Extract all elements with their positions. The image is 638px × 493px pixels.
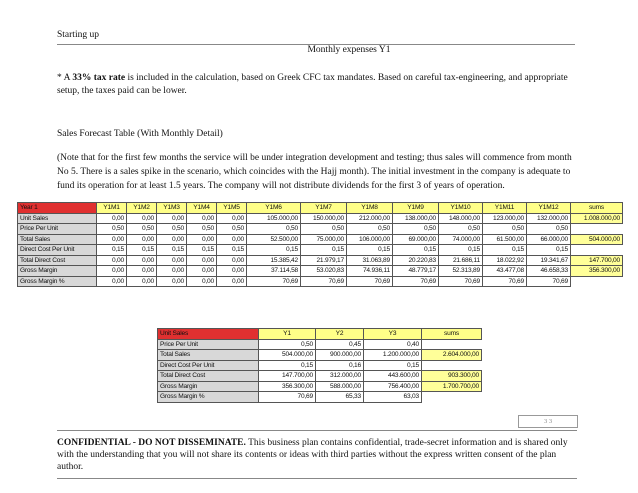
monthly-row [18,266,623,277]
annual-sum-cell [422,339,482,350]
monthly-cell: 0,50 [301,224,347,235]
monthly-header-cell: Y1M5 [217,203,247,214]
annual-row [158,360,482,371]
annual-row-label: Price Per Unit [158,339,259,350]
monthly-header-row [18,203,623,214]
monthly-cell: 0,00 [217,234,247,245]
annual-row-label: Gross Margin % [158,392,259,403]
annual-sum-cell: 1.700.700,00 [422,381,482,392]
monthly-cell: 212.000,00 [347,213,393,224]
monthly-cell: 19.341,67 [527,255,571,266]
monthly-cell: 0,15 [97,245,127,256]
annual-cell: 443.600,00 [364,371,422,382]
tax-note-prefix: * A [57,73,73,83]
section-header: Starting up [57,30,99,40]
annual-row [158,371,482,382]
monthly-header-cell: Y1M12 [527,203,571,214]
annual-cell: 312.000,00 [316,371,364,382]
annual-cell: 0,15 [259,360,316,371]
annual-sum-cell: 2.604.000,00 [422,350,482,361]
monthly-cell: 70,69 [347,276,393,287]
confidential-label: CONFIDENTIAL - DO NOT DISSEMINATE. [57,438,246,448]
monthly-sales-table [17,202,623,287]
monthly-row-label: Gross Margin % [18,276,97,287]
monthly-cell: 74.936,11 [347,266,393,277]
monthly-cell: 70,69 [527,276,571,287]
monthly-cell: 0,50 [439,224,483,235]
page-number: 3 3 [518,415,578,428]
annual-sum-cell: 903.300,00 [422,371,482,382]
monthly-cell: 0,00 [217,266,247,277]
annual-cell: 65,33 [316,392,364,403]
monthly-cell: 15.385,42 [247,255,301,266]
monthly-row-label: Unit Sales [18,213,97,224]
tax-rate-label: tax rate [93,73,126,83]
monthly-header-cell: sums [571,203,623,214]
monthly-cell: 0,00 [157,255,187,266]
annual-row [158,392,482,403]
tax-note-text: is included in the calculation, based on Greek CFC tax mandates. Based on careful tax-engineering, and appropriate setup, the taxes paid can be lower. [57,73,568,96]
monthly-cell: 48.779,17 [393,266,439,277]
monthly-cell: 0,00 [157,276,187,287]
monthly-cell: 0,15 [483,245,527,256]
annual-cell: 0,50 [259,339,316,350]
monthly-row [18,255,623,266]
footer-divider [57,430,577,431]
monthly-row [18,245,623,256]
annual-row-label: Gross Margin [158,381,259,392]
annual-sum-cell [422,360,482,371]
monthly-cell: 0,00 [187,266,217,277]
monthly-cell: 0,15 [527,245,571,256]
monthly-cell: 53.020,83 [301,266,347,277]
monthly-cell: 61.500,00 [483,234,527,245]
monthly-cell: 46.658,33 [527,266,571,277]
monthly-header-cell: Y1M8 [347,203,393,214]
monthly-sum-cell: 504.000,00 [571,234,623,245]
monthly-cell: 0,00 [97,255,127,266]
monthly-header-cell: Y1M2 [127,203,157,214]
monthly-cell: 0,15 [157,245,187,256]
annual-row-label: Direct Cost Per Unit [158,360,259,371]
monthly-cell: 105.000,00 [247,213,301,224]
monthly-cell: 150.000,00 [301,213,347,224]
annual-cell: 504.000,00 [259,350,316,361]
monthly-cell: 0,50 [527,224,571,235]
monthly-cell: 66.000,00 [527,234,571,245]
annual-header-cell: Y3 [364,329,422,340]
annual-cell: 1.200.000,00 [364,350,422,361]
monthly-row-label: Direct Cost Per Unit [18,245,97,256]
annual-row-label: Total Direct Cost [158,371,259,382]
monthly-row-label: Gross Margin [18,266,97,277]
annual-header-row [158,329,482,340]
annual-cell: 900.000,00 [316,350,364,361]
monthly-sum-cell [571,245,623,256]
monthly-sum-cell [571,276,623,287]
annual-row [158,339,482,350]
annual-cell: 0,16 [316,360,364,371]
monthly-header-cell: Y1M7 [301,203,347,214]
monthly-cell: 18.022,92 [483,255,527,266]
annual-sum-cell [422,392,482,403]
monthly-cell: 132.000,00 [527,213,571,224]
monthly-cell: 0,50 [393,224,439,235]
annual-cell: 0,15 [364,360,422,371]
monthly-cell: 0,15 [301,245,347,256]
monthly-header-cell: Y1M6 [247,203,301,214]
monthly-cell: 0,00 [97,234,127,245]
confidential-text: This business plan contains confidential, trade-secret information and is shared only with the understanding that you will not share its contents or ideas with third parties without the express written consent of the plan author. [57,438,568,472]
tax-rate: 33% [72,73,92,83]
monthly-cell: 0,15 [247,245,301,256]
annual-row [158,381,482,392]
monthly-cell: 0,50 [347,224,393,235]
monthly-cell: 0,00 [187,234,217,245]
monthly-cell: 70,69 [301,276,347,287]
confidentiality-footer [57,437,582,473]
monthly-cell: 0,15 [439,245,483,256]
monthly-cell: 0,00 [187,276,217,287]
monthly-cell: 0,15 [187,245,217,256]
monthly-cell: 0,00 [187,213,217,224]
monthly-sum-cell: 1.008.000,00 [571,213,623,224]
monthly-cell: 0,50 [217,224,247,235]
monthly-cell: 21.979,17 [301,255,347,266]
monthly-cell: 69.000,00 [393,234,439,245]
annual-cell: 356.300,00 [259,381,316,392]
monthly-cell: 0,15 [347,245,393,256]
annual-cell: 147.700,00 [259,371,316,382]
monthly-cell: 0,15 [393,245,439,256]
monthly-row [18,234,623,245]
monthly-cell: 70,69 [483,276,527,287]
annual-cell: 0,45 [316,339,364,350]
monthly-cell: 70,69 [247,276,301,287]
monthly-cell: 0,00 [157,266,187,277]
monthly-cell: 0,00 [217,255,247,266]
monthly-header-cell: Y1M4 [187,203,217,214]
monthly-cell: 0,00 [127,213,157,224]
annual-header-cell: Y2 [316,329,364,340]
annual-header-cell: Unit Sales [158,329,259,340]
annual-cell: 756.400,00 [364,381,422,392]
footer-bottom-divider [57,478,577,479]
monthly-cell: 0,50 [127,224,157,235]
monthly-sum-cell: 147.700,00 [571,255,623,266]
monthly-cell: 21.686,11 [439,255,483,266]
monthly-header-cell: Year 1 [18,203,97,214]
monthly-cell: 0,00 [187,255,217,266]
monthly-cell: 0,00 [157,213,187,224]
monthly-row-label: Total Sales [18,234,97,245]
monthly-cell: 43.477,08 [483,266,527,277]
monthly-row [18,213,623,224]
monthly-cell: 75.000,00 [301,234,347,245]
monthly-cell: 0,50 [247,224,301,235]
monthly-header-cell: Y1M10 [439,203,483,214]
monthly-row-label: Price Per Unit [18,224,97,235]
monthly-cell: 70,69 [393,276,439,287]
annual-row-label: Total Sales [158,350,259,361]
monthly-cell: 0,50 [187,224,217,235]
monthly-row [18,224,623,235]
monthly-cell: 0,00 [127,276,157,287]
annual-header-cell: Y1 [259,329,316,340]
monthly-cell: 52.313,89 [439,266,483,277]
monthly-cell: 123.000,00 [483,213,527,224]
monthly-header-cell: Y1M9 [393,203,439,214]
monthly-cell: 106.000,00 [347,234,393,245]
tax-note [57,72,577,98]
monthly-header-cell: Y1M1 [97,203,127,214]
monthly-header-cell: Y1M3 [157,203,187,214]
monthly-cell: 0,15 [217,245,247,256]
annual-cell: 588.000,00 [316,381,364,392]
monthly-cell: 70,69 [439,276,483,287]
forecast-description: (Note that for the first few months the service will be under integration development and testing; thus sales will commence from month No 5. There is a sales spike in the scenario, which coincides with the Hajj month). The initial investment in the company is adequate to fund its operation for at least 1.5 years. The company will not distribute dividends for the first 3 of years of operation. [57,153,572,191]
annual-sales-table [157,328,482,403]
annual-header-cell: sums [422,329,482,340]
monthly-row [18,276,623,287]
annual-cell: 0,40 [364,339,422,350]
monthly-cell: 148.000,00 [439,213,483,224]
monthly-cell: 0,00 [97,266,127,277]
annual-cell: 70,69 [259,392,316,403]
monthly-cell: 37.114,58 [247,266,301,277]
monthly-cell: 20.220,83 [393,255,439,266]
monthly-cell: 0,00 [127,234,157,245]
monthly-cell: 31.063,89 [347,255,393,266]
monthly-cell: 0,00 [127,255,157,266]
page-subtitle: Monthly expenses Y1 [307,45,391,55]
monthly-sum-cell [571,224,623,235]
annual-cell: 63,03 [364,392,422,403]
monthly-row-label: Total Direct Cost [18,255,97,266]
monthly-cell: 138.000,00 [393,213,439,224]
monthly-cell: 0,15 [127,245,157,256]
monthly-cell: 74.000,00 [439,234,483,245]
monthly-cell: 0,50 [157,224,187,235]
monthly-cell: 52.500,00 [247,234,301,245]
monthly-cell: 0,00 [217,276,247,287]
forecast-title: Sales Forecast Table (With Monthly Detail) [57,129,223,139]
monthly-cell: 0,00 [217,213,247,224]
monthly-header-cell: Y1M11 [483,203,527,214]
monthly-cell: 0,00 [97,276,127,287]
monthly-cell: 0,00 [97,213,127,224]
monthly-cell: 0,00 [127,266,157,277]
monthly-cell: 0,50 [97,224,127,235]
monthly-cell: 0,00 [157,234,187,245]
monthly-cell: 0,50 [483,224,527,235]
monthly-sum-cell: 356.300,00 [571,266,623,277]
annual-row [158,350,482,361]
